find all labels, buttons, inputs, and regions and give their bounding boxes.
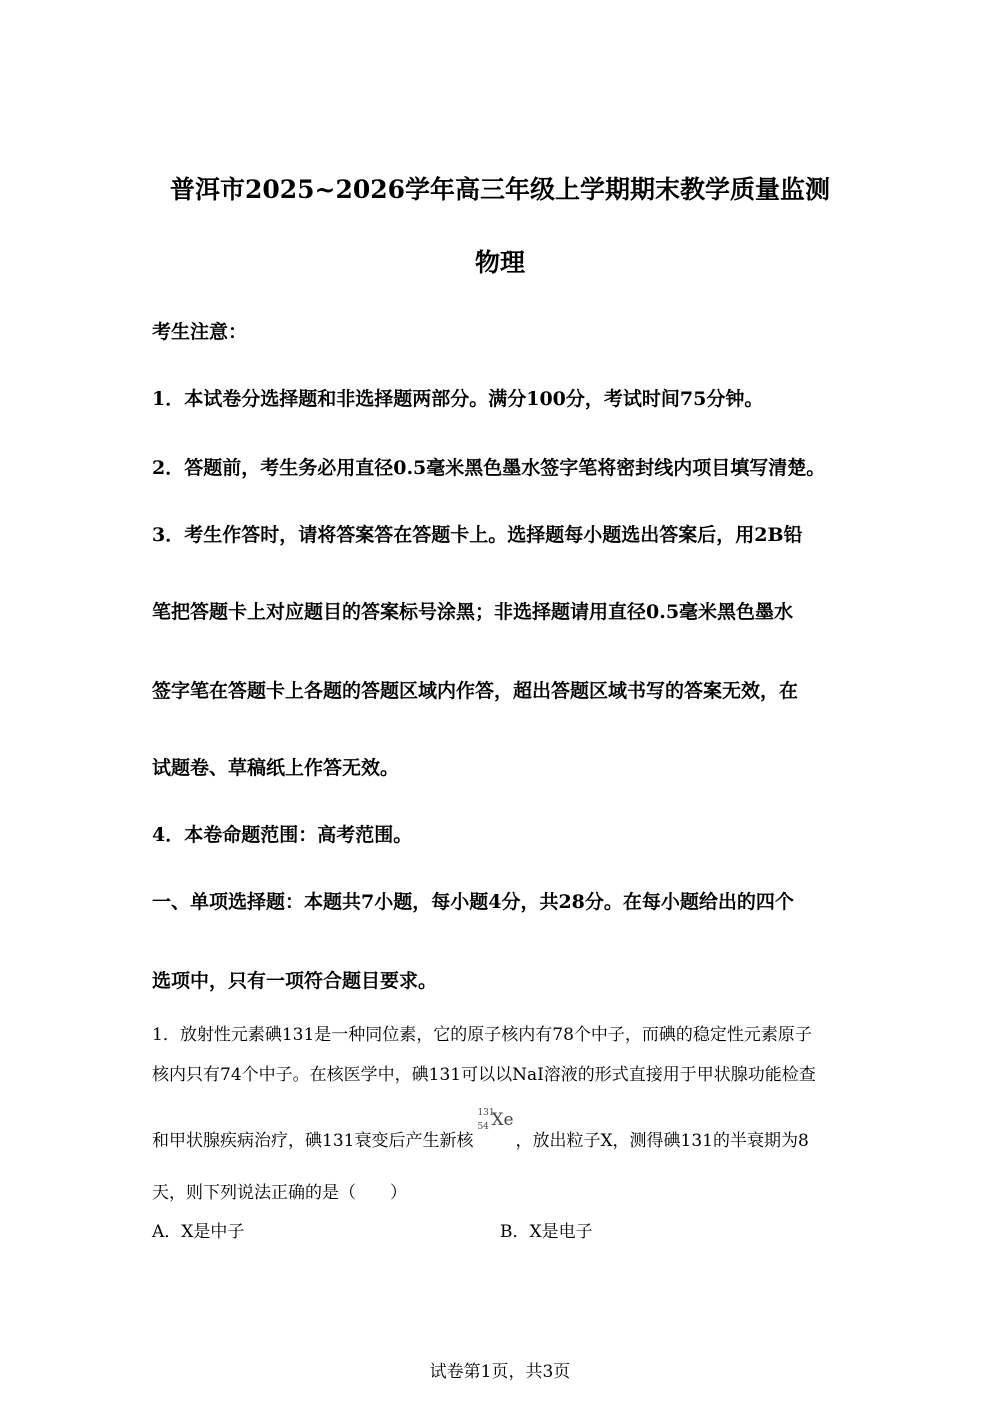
page-footer: 试卷第1页，共3页 [429, 1362, 571, 1382]
question-1-line-4: 天，则下列说法正确的是（ ） [152, 1183, 407, 1203]
section-1-heading-line-1: 一、单项选择题：本题共7小题，每小题4分，共28分。在每小题给出的四个 [152, 891, 794, 913]
notice-item-3-line-4: 试题卷、草稿纸上作答无效。 [152, 757, 400, 779]
question-1-line-1: 1．放射性元素碘131是一种同位素，它的原子核内有78个中子，而碘的稳定性元素原子 [152, 1025, 812, 1045]
question-1-line-3-end: ，放出粒子X，测得碘131的半衰期为8 [515, 1131, 809, 1151]
notice-item-3-line-1: 3．考生作答时，请将答案答在答题卡上。选择题每小题选出答案后，用2B铅 [152, 524, 803, 546]
nuclide-atomic-number: 54 [477, 1122, 489, 1132]
question-1-option-a: A．X是中子 [152, 1222, 245, 1242]
notice-item-1: 1．本试卷分选择题和非选择题两部分。满分100分，考试时间75分钟。 [152, 388, 764, 410]
question-1-line-2: 核内只有74个中子。在核医学中，碘131可以以NaI溶液的形式直接用于甲状腺功能检查 [152, 1065, 816, 1085]
section-1-heading-line-2: 选项中，只有一项符合题目要求。 [152, 970, 438, 992]
exam-title: 普洱市2025~2026学年高三年级上学期期末教学质量监测 [169, 175, 831, 204]
xenon-nuclide [475, 1108, 514, 1166]
nuclide-symbol: Xe [491, 1110, 514, 1130]
notice-item-2: 2．答题前，考生务必用直径0.5毫米黑色墨水签字笔将密封线内项目填写清楚。 [152, 457, 826, 479]
notice-heading: 考生注意： [152, 321, 248, 343]
notice-item-4: 4．本卷命题范围：高考范围。 [152, 824, 413, 846]
question-1-line-3-start: 和甲状腺疾病治疗，碘131衰变后产生新核 [152, 1131, 474, 1151]
question-1-option-b: B．X是电子 [500, 1222, 593, 1242]
subject-title: 物理 [474, 248, 525, 277]
notice-item-3-line-3: 签字笔在答题卡上各题的答题区域内作答，超出答题区域书写的答案无效，在 [152, 680, 799, 702]
question-1-line-3 [152, 1108, 809, 1166]
nuclide-mass-number: 131 [477, 1108, 495, 1118]
notice-item-3-line-2: 笔把答题卡上对应题目的答案标号涂黑；非选择题请用直径0.5毫米黑色墨水 [152, 601, 794, 623]
